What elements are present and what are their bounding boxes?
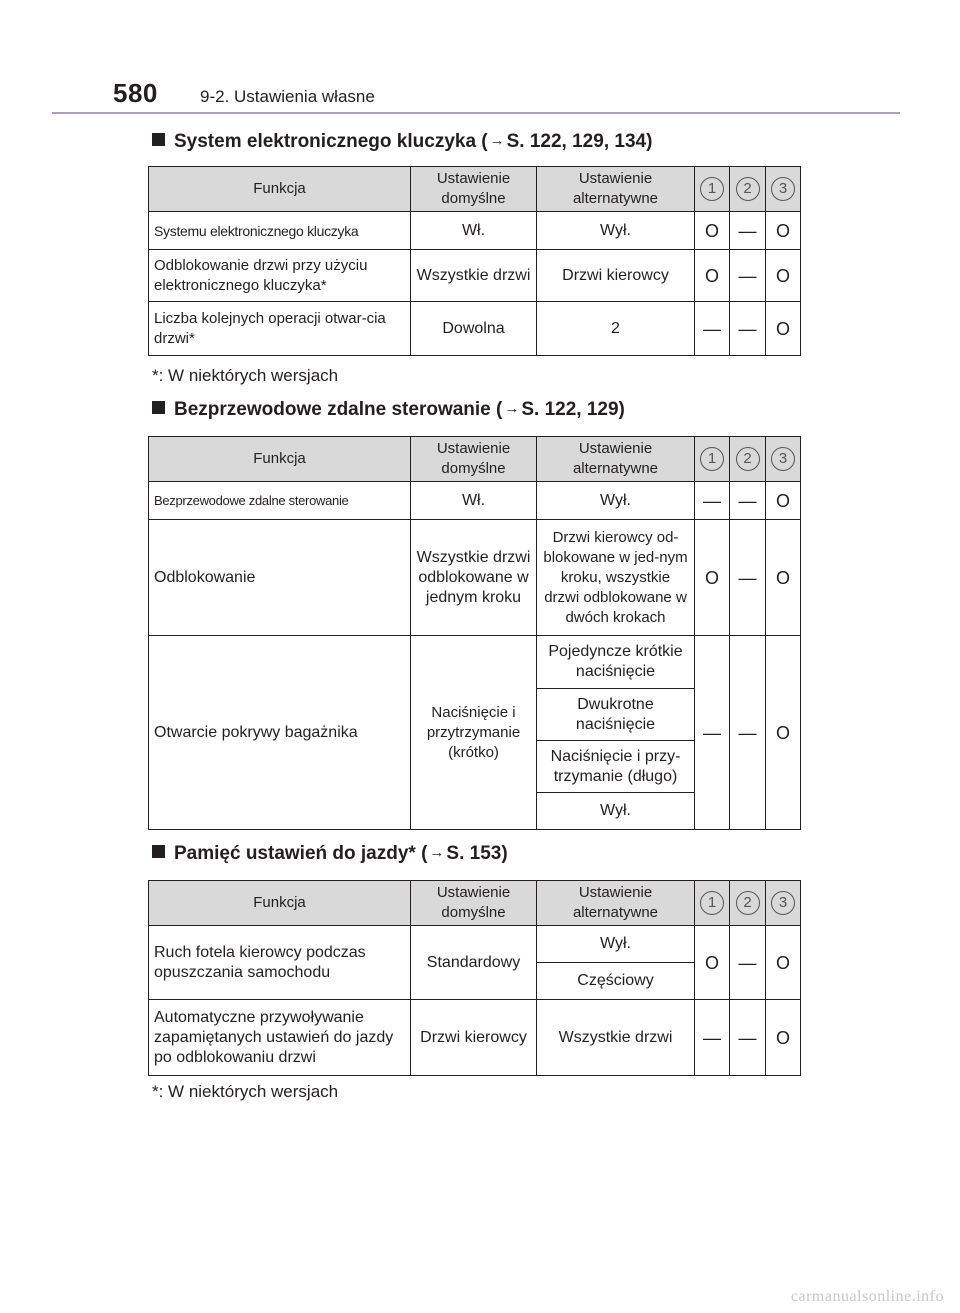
table-row — [149, 520, 801, 636]
page-number: 580 — [113, 78, 158, 108]
mode-2-cell: — — [730, 250, 766, 302]
function-cell: Automatyczne przywoływanie zapamiętanych ustawień do jazdy po odblokowaniu drzwi — [149, 1000, 411, 1076]
mode-3-cell: O — [766, 636, 801, 830]
header-mode-2: 2 — [736, 447, 760, 471]
mode-1-cell: — — [695, 1000, 730, 1076]
mode-2-cell: — — [730, 482, 766, 520]
arrow-right-icon: → — [504, 400, 520, 417]
mode-2-cell: — — [730, 926, 766, 1000]
arrow-right-icon: → — [429, 844, 445, 861]
function-cell: Otwarcie pokrywy bagażnika — [149, 636, 411, 830]
header-mode-1: 1 — [700, 891, 724, 915]
mode-2-cell: — — [730, 636, 766, 830]
table-row — [149, 250, 801, 302]
mode-2-cell: — — [730, 520, 766, 636]
header-alternative: Ustawienie alternatywne — [537, 167, 695, 212]
default-cell: Wł. — [411, 212, 537, 250]
function-cell: Bezprzewodowe zdalne sterowanie — [149, 482, 411, 520]
header-alternative: Ustawienie alternatywne — [537, 881, 695, 926]
remote-table — [148, 436, 801, 830]
header-divider — [52, 112, 900, 114]
default-cell: Dowolna — [411, 302, 537, 356]
mode-1-cell: O — [695, 212, 730, 250]
mode-3-cell: O — [766, 250, 801, 302]
mode-2-cell: — — [730, 212, 766, 250]
header-function: Funkcja — [149, 881, 411, 926]
alt-cell: Pojedyncze krótkie naciśnięcie — [537, 636, 695, 689]
header-alternative: Ustawienie alternatywne — [537, 437, 695, 482]
default-cell: Wszystkie drzwi — [411, 250, 537, 302]
header-function: Funkcja — [149, 437, 411, 482]
footnote: *: W niektórych wersjach — [152, 1082, 339, 1101]
alt-cell: Dwukrotne naciśnięcie — [537, 689, 695, 741]
mode-1-cell: — — [695, 482, 730, 520]
mode-3-cell: O — [766, 520, 801, 636]
mode-2-cell: — — [730, 302, 766, 356]
header-mode-1: 1 — [700, 177, 724, 201]
header-mode-2: 2 — [736, 177, 760, 201]
mode-2-cell: — — [730, 1000, 766, 1076]
default-cell: Standardowy — [411, 926, 537, 1000]
alt-cell: Wył. — [537, 926, 695, 963]
mode-1-cell: O — [695, 926, 730, 1000]
mode-3-cell: O — [766, 482, 801, 520]
function-cell: Odblokowanie — [149, 520, 411, 636]
function-cell: Odblokowanie drzwi przy użyciu elektronicznego kluczyka* — [149, 250, 411, 302]
header-mode-3: 3 — [771, 447, 795, 471]
header-mode-3: 3 — [771, 177, 795, 201]
smart-key-table — [148, 166, 801, 356]
bullet-square-icon — [152, 401, 165, 414]
table-row — [149, 212, 801, 250]
default-cell: Naciśnięcie i przytrzymanie (krótko) — [411, 636, 537, 830]
alt-cell: 2 — [537, 302, 695, 356]
bullet-square-icon — [152, 845, 165, 858]
mode-3-cell: O — [766, 926, 801, 1000]
alt-cell: Wył. — [537, 793, 695, 830]
table-row — [149, 926, 801, 963]
mode-1-cell: O — [695, 520, 730, 636]
section-title-smart-key: System elektronicznego kluczyka ( → S. 122, 129, 134) — [152, 131, 652, 153]
alt-cell: Drzwi kierowcy — [537, 250, 695, 302]
function-cell: Ruch fotela kierowcy podczas opuszczania samochodu — [149, 926, 411, 1000]
function-cell: Liczba kolejnych operacji otwar-cia drzwi* — [149, 302, 411, 356]
footnote: *: W niektórych wersjach — [152, 366, 339, 385]
mode-1-cell: — — [695, 636, 730, 830]
alt-cell: Naciśnięcie i przy-trzymanie (długo) — [537, 741, 695, 793]
chapter-title: 9-2. Ustawienia własne — [200, 87, 375, 106]
mode-3-cell: O — [766, 1000, 801, 1076]
default-cell: Drzwi kierowcy — [411, 1000, 537, 1076]
bullet-square-icon — [152, 133, 165, 146]
alt-cell: Wszystkie drzwi — [537, 1000, 695, 1076]
alt-cell: Częściowy — [537, 963, 695, 1000]
default-cell: Wł. — [411, 482, 537, 520]
section-title-memory: Pamięć ustawień do jazdy* ( → S. 153) — [152, 843, 508, 865]
header-default: Ustawienie domyślne — [411, 437, 537, 482]
table-row — [149, 636, 801, 689]
function-cell: Systemu elektronicznego kluczyka — [149, 212, 411, 250]
page-header — [0, 0, 960, 120]
table-row — [149, 482, 801, 520]
default-cell: Wszystkie drzwi odblokowane w jednym kroku — [411, 520, 537, 636]
watermark: carmanualsonline.info — [790, 1288, 944, 1305]
table-row — [149, 1000, 801, 1076]
alt-cell: Drzwi kierowcy od-blokowane w jed-nym kroku, wszystkie drzwi odblokowane w dwóch krokach — [537, 520, 695, 636]
mode-3-cell: O — [766, 302, 801, 356]
arrow-right-icon: → — [489, 132, 505, 149]
mode-1-cell: — — [695, 302, 730, 356]
mode-3-cell: O — [766, 212, 801, 250]
mode-1-cell: O — [695, 250, 730, 302]
alt-cell: Wył. — [537, 482, 695, 520]
table-row — [149, 302, 801, 356]
header-default: Ustawienie domyślne — [411, 881, 537, 926]
header-mode-1: 1 — [700, 447, 724, 471]
header-default: Ustawienie domyślne — [411, 167, 537, 212]
header-mode-2: 2 — [736, 891, 760, 915]
section-title-remote: Bezprzewodowe zdalne sterowanie ( → S. 122, 129) — [152, 399, 625, 421]
memory-table — [148, 880, 801, 1076]
header-function: Funkcja — [149, 167, 411, 212]
header-mode-3: 3 — [771, 891, 795, 915]
alt-cell: Wył. — [537, 212, 695, 250]
